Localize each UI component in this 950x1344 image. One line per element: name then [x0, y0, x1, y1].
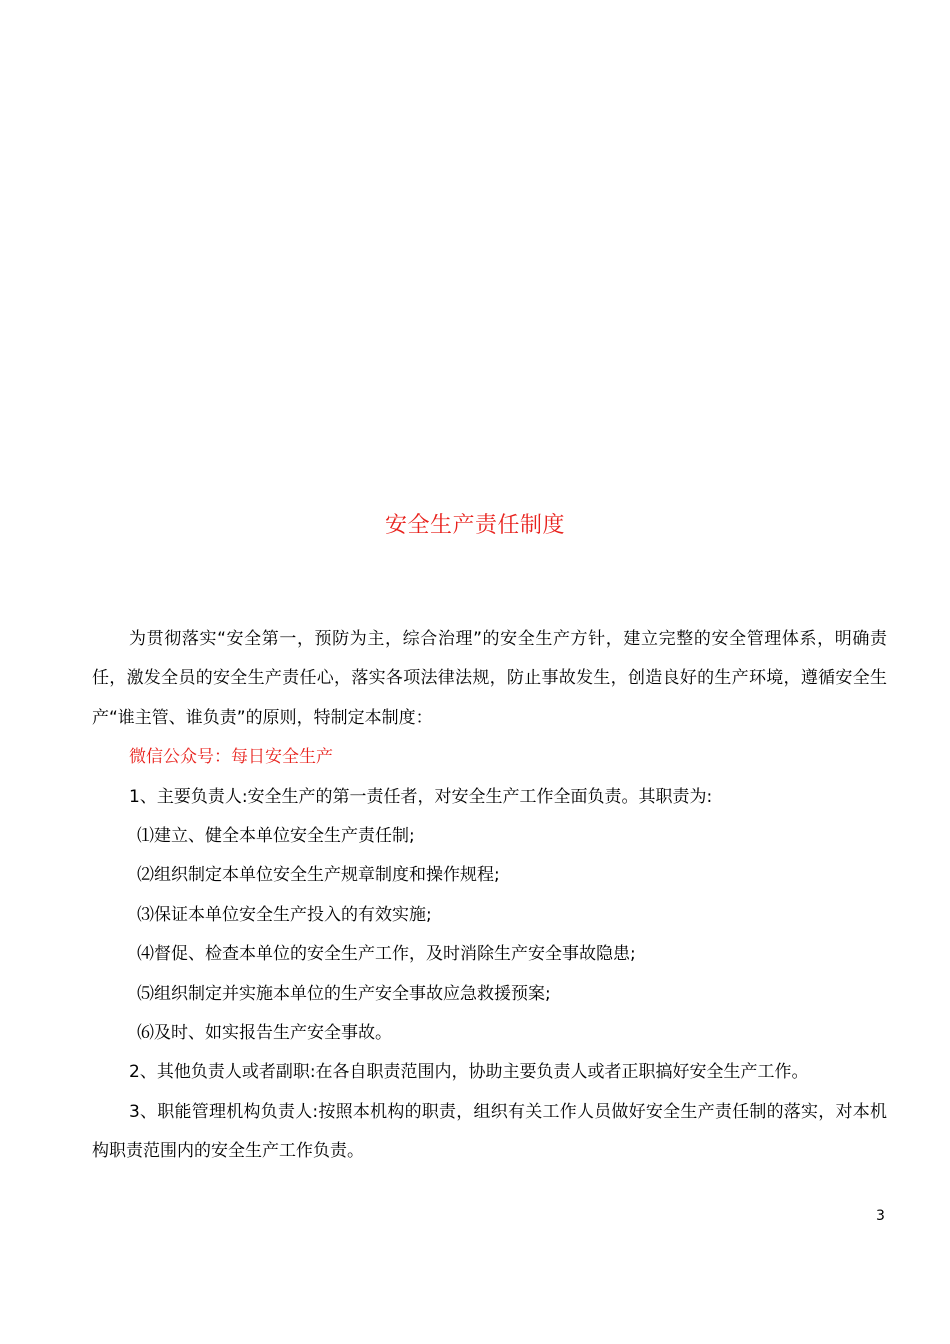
document-body — [92, 620, 887, 1172]
item-2-deputy-responsible: 2、其他负责人或者副职:在各自职责范围内，协助主要负责人或者正职搞好安全生产工作。 — [129, 1062, 809, 1083]
item-1-subitem: ⑹及时、如实报告生产安全事故。 — [137, 1023, 392, 1044]
intro-paragraph: 为贯彻落实“安全第一，预防为主，综合治理”的安全生产方针，建立完整的安全管理体系，明确责任，激发全员的安全生产责任心，落实各项法律法规，防止事故发生，创造良好的生产环境，遵循安全生产“谁主管、谁负责”的原则，特制定本制度： — [92, 629, 887, 728]
item-1-subitem: ⑵组织制定本单位安全生产规章制度和操作规程; — [137, 865, 500, 886]
item-1-subitem: ⑴建立、健全本单位安全生产责任制; — [137, 826, 415, 847]
document-title: 安全生产责任制度 — [384, 513, 565, 538]
item-1-subitem: ⑶保证本单位安全生产投入的有效实施; — [137, 904, 432, 925]
item-1-subitem: ⑸组织制定并实施本单位的生产安全事故应急救援预案; — [137, 983, 551, 1004]
item-3-department-head: 3、职能管理机构负责人:按照本机构的职责，组织有关工作人员做好安全生产责任制的落实，对本机构职责范围内的安全生产工作负责。 — [92, 1101, 887, 1162]
item-1-subitem: ⑷督促、检查本单位的安全生产工作，及时消除生产安全事故隐患; — [137, 944, 636, 965]
item-1-principal-responsible: 1、主要负责人:安全生产的第一责任者，对安全生产工作全面负责。其职责为: — [129, 786, 713, 807]
wechat-account-line: 微信公众号：每日安全生产 — [129, 747, 333, 768]
page-number: 3 — [876, 1208, 885, 1224]
